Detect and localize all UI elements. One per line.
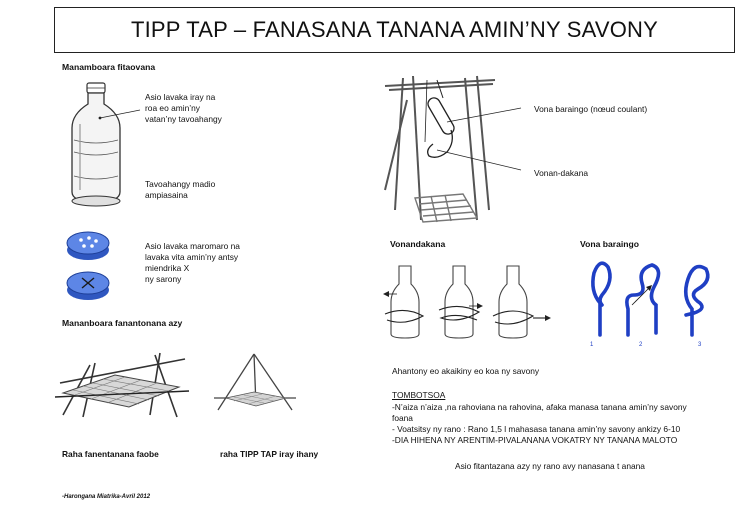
- note-line: - Voatsitsy ny rano : Rano 1,5 l mahasasa tanana amin’ny savony ankizy 6-10: [392, 424, 681, 434]
- knot-step-label: 1: [590, 342, 594, 348]
- bottle-line: Tavoahangy madio: [145, 179, 216, 189]
- notes-body: [392, 402, 732, 446]
- cap-line: ny sarony: [145, 274, 182, 284]
- bottle-cap-x-icon: [64, 268, 112, 302]
- bottle-hole-line: roa eo amin’ny: [145, 103, 200, 113]
- title-box: [54, 7, 735, 53]
- cap-line: Asio lavaka maromaro na: [145, 241, 240, 251]
- cap-line: lavaka vita amin’ny antsy: [145, 252, 239, 262]
- vona-baraingo-heading: Vona baraingo: [580, 239, 640, 249]
- notes-heading: TOMBOTSOA: [392, 390, 446, 400]
- vonandakana-caption: Ahantony eo akaikiny eo koa ny savony: [392, 366, 540, 376]
- stand-caption-left: Raha fanentanana faobe: [62, 449, 159, 459]
- hitch-knot-steps-illustration: [383, 262, 553, 340]
- bottle-illustration: [60, 80, 130, 210]
- bottle-hole-line: Asio lavaka iray na: [145, 92, 216, 102]
- footer-credit: -Harongana Miatrika-Avril 2012: [62, 494, 151, 500]
- note-line: -DIA HIHENA NY ARENTIM-PIVALANANA VOKATRY NY TANANA MALOTO: [392, 435, 678, 445]
- slip-knot-label: Vona baraingo (nœud coulant): [534, 104, 648, 114]
- group-rack-illustration: [55, 345, 190, 420]
- bottle-text: [145, 179, 215, 201]
- notes-closing: Asio fitantazana azy ny rano avy nanasana t anana: [455, 461, 645, 471]
- hand-rope-label: Vonan-dakana: [534, 168, 589, 178]
- bottle-cap-holes-icon: [64, 228, 112, 262]
- knot-step-label: 3: [698, 342, 702, 348]
- cap-line: miendrika X: [145, 263, 190, 273]
- page-title: TIPP TAP – FANASANA TANANA AMIN’NY SAVONY: [130, 17, 658, 42]
- vonandakana-heading: Vonandakana: [390, 239, 446, 249]
- materials-heading: Manamboara fitaovana: [62, 62, 156, 72]
- knot-step-label: 2: [639, 342, 643, 348]
- cap-text: [145, 241, 240, 285]
- tipp-tap-frame-illustration: [385, 70, 525, 230]
- bottle-hole-text: [145, 92, 222, 125]
- single-tripod-illustration: [212, 352, 297, 414]
- bottle-hole-line: vatan’ny tavoahangy: [145, 114, 222, 124]
- stand-caption-right: raha TIPP TAP iray ihany: [220, 449, 319, 459]
- note-line: foana: [392, 413, 413, 423]
- bottle-line: ampiasaina: [145, 190, 188, 200]
- slip-knot-steps-illustration: [580, 255, 720, 350]
- stand-heading: Mananboara fanantonana azy: [62, 318, 183, 328]
- note-line: -N’aiza n’aiza ,na rahoviana na rahovina, afaka manasa tanana amin’ny savony: [392, 402, 687, 412]
